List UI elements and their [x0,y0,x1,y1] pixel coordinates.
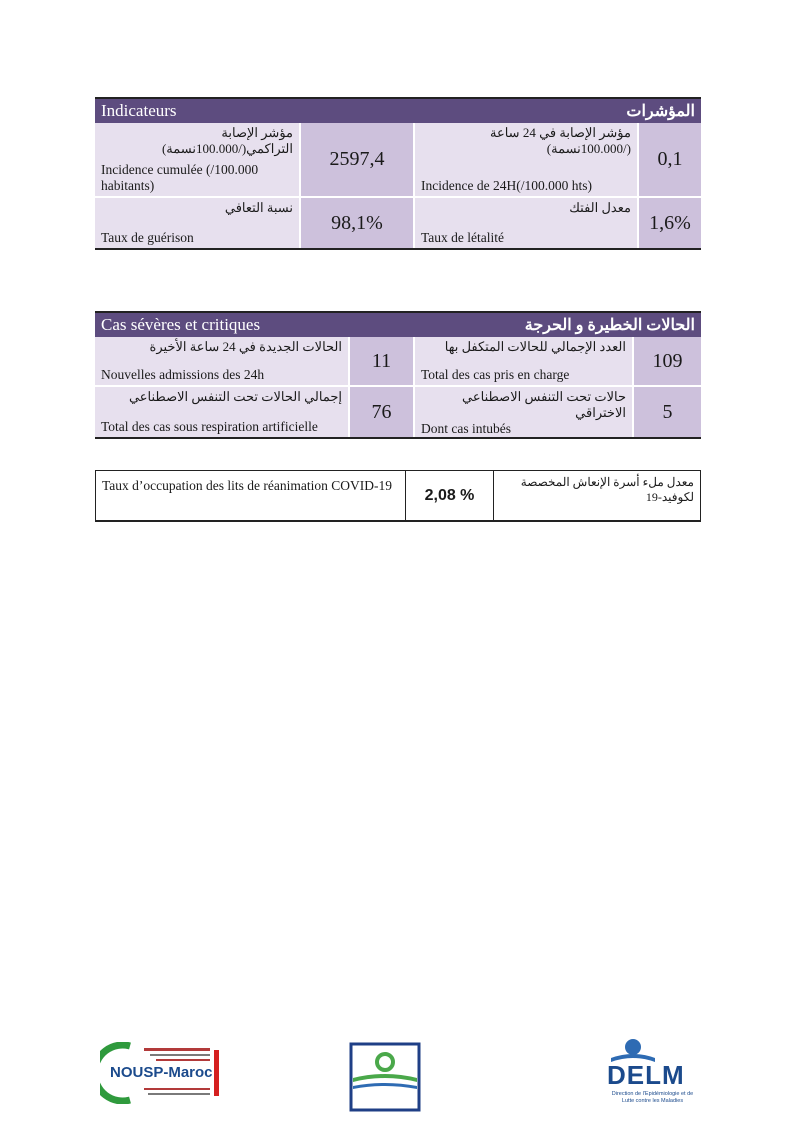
cas-severes-header-ar: الحالات الخطيرة و الحرجة [524,317,695,334]
incidence-24h-fr: Incidence de 24H(/100.000 hts) [421,178,592,193]
incidence-24h-label [415,123,637,196]
indicateurs-header-fr: Indicateurs [101,101,177,120]
cumulative-incidence-label [95,123,299,196]
recovery-rate-fr: Taux de guérison [101,230,194,245]
cas-severes-row-ventilation [95,387,701,439]
indicateurs-header-ar: المؤشرات [626,103,695,120]
occupation-label-fr: Taux d’occupation des lits de réanimation COVID-19 [96,471,406,520]
cas-severes-row-admissions [95,337,701,387]
total-cases-ar: العدد الإجمالي للحالات المتكفل بها [444,339,626,354]
new-admissions-value: 11 [348,337,415,385]
artificial-respiration-label [95,387,348,437]
occupation-value: 2,08 % [406,471,494,520]
occupation-table [95,470,701,522]
recovery-rate-value: 98,1% [299,198,415,248]
delm-logo-text: DELM [607,1060,685,1090]
intubated-ar: حالات تحت التنفس الاصطناعي الاختراقي [462,389,626,420]
cumulative-incidence-value: 2597,4 [299,123,415,196]
cas-severes-table [95,311,701,439]
incidence-24h-value: 0,1 [637,123,701,196]
delm-logo-subtitle: Direction de l'Epidémiologie et de Lutte contre les Maladies [611,1091,694,1104]
cumulative-incidence-fr: Incidence cumulée (/100.000 habitants) [101,162,259,193]
occupation-label-ar: معدل ملء أسرة الإنعاش المخصصة لكوفيد-19 [520,475,694,504]
artificial-respiration-value: 76 [348,387,415,437]
incidence-24h-ar: مؤشر الإصابة في 24 ساعة (/100.000نسمة) [489,125,631,156]
artificial-respiration-ar: إجمالي الحالات تحت التنفس الاصطناعي [128,389,342,404]
cas-severes-header-fr: Cas sévères et critiques [101,315,261,334]
indicateurs-table [95,97,701,250]
total-cases-value: 109 [632,337,701,385]
lethality-rate-label [415,198,637,248]
intubated-fr: Dont cas intubés [421,421,511,436]
ministry-logo [349,1042,421,1112]
intubated-label [415,387,632,437]
ministry-logo-icon [349,1042,421,1112]
artificial-respiration-fr: Total des cas sous respiration artificielle [101,419,318,434]
intubated-value: 5 [632,387,701,437]
new-admissions-fr: Nouvelles admissions des 24h [101,367,265,382]
cas-severes-header [95,311,701,337]
lethality-rate-value: 1,6% [637,198,701,248]
recovery-rate-ar: نسبة التعافي [224,200,293,215]
lethality-rate-ar: معدل الفتك [569,200,631,215]
new-admissions-label [95,337,348,385]
lethality-rate-fr: Taux de létalité [421,230,505,245]
new-admissions-ar: الحالات الجديدة في 24 ساعة الأخيرة [149,339,342,354]
total-cases-fr: Total des cas pris en charge [421,367,570,382]
recovery-rate-label [95,198,299,248]
indicateurs-row-incidence [95,123,701,198]
indicateurs-row-rates [95,198,701,250]
nousp-logo [100,1042,224,1104]
delm-logo [605,1038,700,1108]
nousp-logo-text: NOUSP-Maroc [110,1064,213,1081]
indicateurs-header [95,97,701,123]
total-cases-label [415,337,632,385]
cumulative-incidence-ar: مؤشر الإصابة التراكمي(/100.000نسمة) [161,125,293,156]
